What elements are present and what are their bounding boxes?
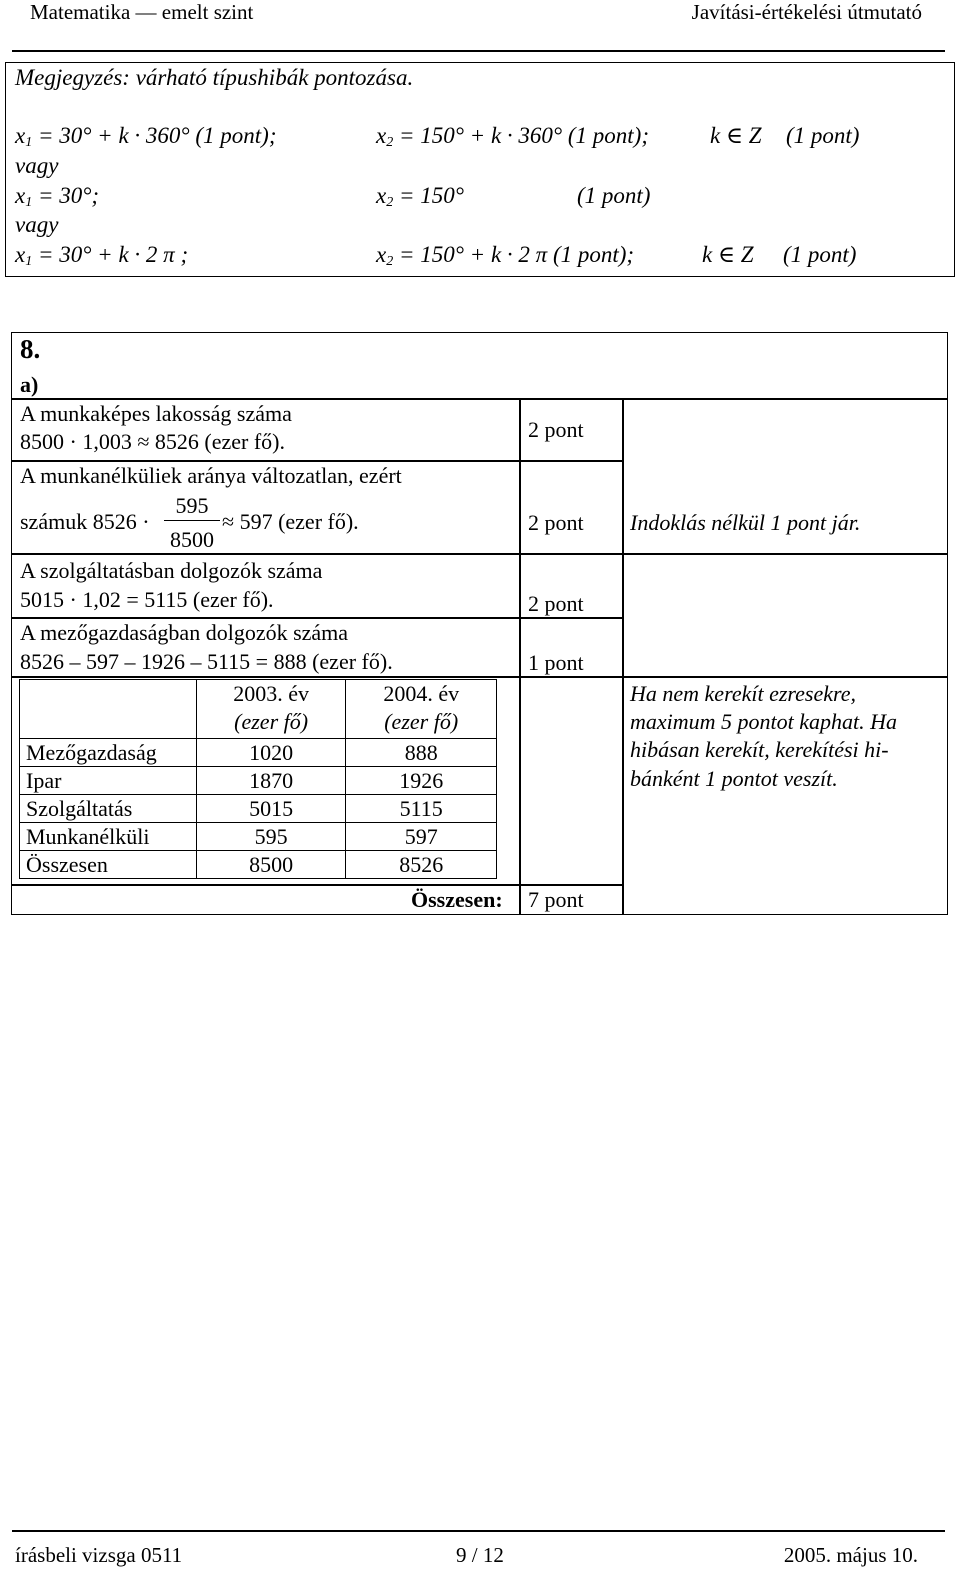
row4-points: 1 pont <box>528 650 584 675</box>
value-2003: 8500 <box>196 851 346 879</box>
note-line1-pts: (1 pont) <box>786 123 860 148</box>
table-note-line1: Ha nem kerekít ezresekre, <box>630 681 857 706</box>
header-right: Javítási-értékelési útmutató <box>691 0 922 24</box>
footer-rule <box>12 1530 945 1532</box>
row2-fraction-denominator: 8500 <box>170 527 214 552</box>
table-row <box>20 795 497 823</box>
table-header-empty <box>20 680 197 739</box>
footer-right: 2005. május 10. <box>783 1543 918 1567</box>
row2-points: 2 pont <box>528 510 584 535</box>
value-2004: 888 <box>346 739 497 767</box>
note-line3-a: $x_1 = 30^\circ + k \cdot 2$ π ; <box>15 242 189 269</box>
table-header-2004: 2004. év (ezer fő) <box>346 680 497 739</box>
row-label: Mezőgazdaság <box>20 739 197 767</box>
value-2004: 8526 <box>346 851 497 879</box>
row2-suffix: ≈ 597 (ezer fő). <box>222 509 359 534</box>
footer-center: 9 / 12 <box>456 1543 504 1567</box>
value-2003: 1870 <box>196 767 346 795</box>
table-header-2003: 2003. év (ezer fő) <box>196 680 346 739</box>
total-points: 7 pont <box>528 887 584 912</box>
note-or1: vagy <box>15 153 59 178</box>
value-2003: 595 <box>196 823 346 851</box>
table-header-row <box>20 680 497 739</box>
data-table <box>19 679 497 879</box>
note-line1-a: $x_1 = 30^\circ + k \cdot 360^\circ$ (1 pont); <box>15 123 277 150</box>
row-label: Munkanélküli <box>20 823 197 851</box>
row2-note: Indoklás nélkül 1 pont jár. <box>630 510 861 535</box>
row1-points: 2 pont <box>528 417 584 442</box>
row1-line1: A munkaképes lakosság száma <box>20 401 292 426</box>
note-or2: vagy <box>15 212 59 237</box>
row3-line2: 5015 · 1,02 = 5115 (ezer fő). <box>20 587 274 612</box>
table-row <box>20 851 497 879</box>
row2-fraction-bar <box>164 520 220 521</box>
table-note-line2: maximum 5 pontot kaphat. Ha <box>630 709 898 734</box>
row2-line1: A munkanélküliek aránya változatlan, ezért <box>20 463 402 488</box>
table-row <box>20 823 497 851</box>
note-line1-c: k ∈ Z <box>710 123 762 148</box>
table-note-line3: hibásan kerekít, kerekítési hi- <box>630 737 889 762</box>
note-line1-b: $x_2 = 150^\circ + k \cdot 360^\circ$ (1 pont); <box>376 123 649 150</box>
row4-line1: A mezőgazdaságban dolgozók száma <box>20 620 349 645</box>
table-row <box>20 739 497 767</box>
row1-line2: 8500 · 1,003 ≈ 8526 (ezer fő). <box>20 429 285 454</box>
row2-prefix: számuk 8526 · <box>20 509 150 534</box>
value-2003: 5015 <box>196 795 346 823</box>
value-2003: 1020 <box>196 739 346 767</box>
footer-left: írásbeli vizsga 0511 <box>15 1543 183 1567</box>
total-label: Összesen: <box>411 887 503 912</box>
row-label: Szolgáltatás <box>20 795 197 823</box>
task-part: a) <box>20 372 39 397</box>
task-number: 8. <box>20 334 41 364</box>
note-line3-c: k ∈ Z <box>702 242 754 267</box>
row-label: Ipar <box>20 767 197 795</box>
note-line3-b: $x_2 = 150^\circ + k \cdot 2$ π (1 pont); <box>376 242 635 269</box>
note-line2-pts: (1 pont) <box>577 183 651 208</box>
note-line2-b: $x_2 = 150^\circ$ <box>376 183 464 210</box>
note-title: Megjegyzés: várható típushibák pontozása. <box>15 65 414 90</box>
value-2004: 5115 <box>346 795 497 823</box>
table-note-line4: bánként 1 pontot veszít. <box>630 766 838 791</box>
header-rule <box>12 50 945 52</box>
row-label: Összesen <box>20 851 197 879</box>
value-2004: 597 <box>346 823 497 851</box>
note-line2-a: $x_1 = 30^\circ$; <box>15 183 100 210</box>
row3-points: 2 pont <box>528 591 584 616</box>
row2-fraction-numerator: 595 <box>175 493 209 518</box>
header-left: Matematika — emelt szint <box>30 0 254 24</box>
value-2004: 1926 <box>346 767 497 795</box>
row4-line2: 8526 – 597 – 1926 – 5115 = 888 (ezer fő). <box>20 649 393 674</box>
table-row <box>20 767 497 795</box>
row3-line1: A szolgáltatásban dolgozók száma <box>20 558 323 583</box>
note-line3-pts: (1 pont) <box>783 242 857 267</box>
